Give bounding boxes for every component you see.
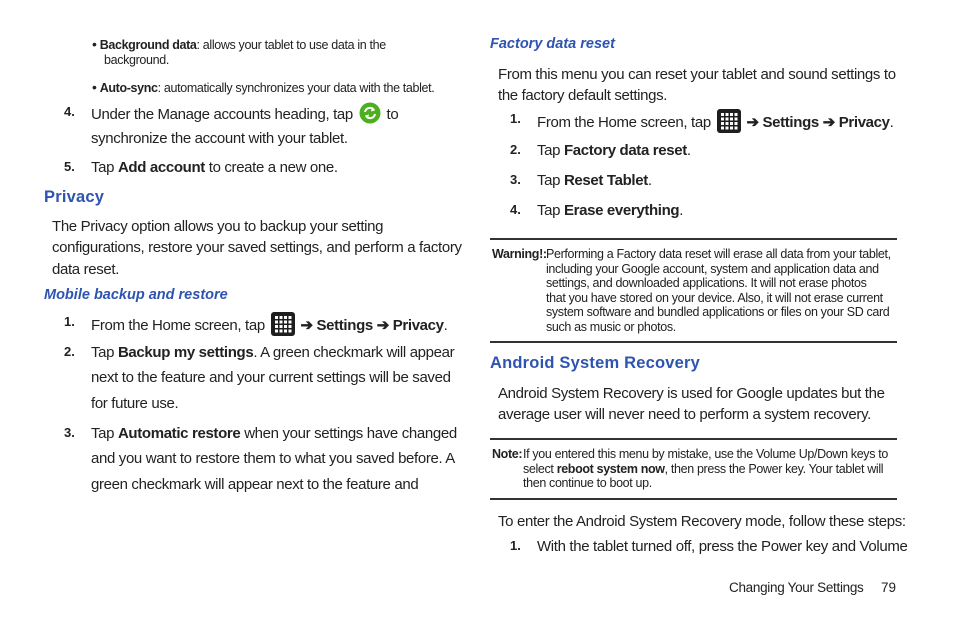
warning-line: settings, and downloaded applications. It will not erase photos <box>546 276 867 290</box>
recovery-para-line: Android System Recovery is used for Google updates but the <box>498 385 885 402</box>
warning-bottom-rule <box>490 341 897 343</box>
arrow-glyph: ➔ <box>742 114 763 131</box>
footer-section-title: Changing Your Settings <box>729 580 864 595</box>
bullet-term: Background data <box>99 38 197 52</box>
step-bold: Automatic restore <box>117 425 241 442</box>
step-text: Tap <box>91 425 118 442</box>
recovery-steps-intro: To enter the Android System Recovery mode, follow these steps: <box>498 513 906 530</box>
privacy-heading: Privacy <box>44 188 105 206</box>
step-open-privacy <box>537 109 937 133</box>
note-text-part: , then press the Power key. Your tablet will <box>664 461 884 476</box>
note-top-rule <box>490 438 897 440</box>
step-number: 5. <box>64 159 75 174</box>
step-bold: Privacy <box>392 317 444 334</box>
note-label: Note: <box>492 447 523 461</box>
page-number: 79 <box>881 580 897 595</box>
note-text-part: select <box>523 461 557 476</box>
step-number: 2. <box>510 142 521 157</box>
step-text: to <box>382 106 399 123</box>
step-backup-settings <box>91 342 454 363</box>
bullet-text: background. <box>104 52 169 67</box>
privacy-para-line: configurations, restore your saved settings, and perform a factory <box>52 239 462 256</box>
step-text: Tap <box>91 344 118 361</box>
privacy-para-line: data reset. <box>52 261 120 278</box>
step-bold: Factory data reset <box>563 142 687 159</box>
step-number: 1. <box>510 111 521 126</box>
recovery-heading: Android System Recovery <box>490 354 701 372</box>
step-automatic-restore <box>91 423 457 444</box>
factory-para-line: the factory default settings. <box>498 87 668 104</box>
step-bold: Settings <box>316 317 373 334</box>
step-text: next to the feature and your current settings will be saved <box>91 369 451 386</box>
step-text: With the tablet turned off, press the Power key and Volume <box>537 538 908 555</box>
warning-line: such as music or photos. <box>546 319 676 334</box>
step-text: to create a new one. <box>204 159 338 176</box>
warning-line: that you have stored on your device. Also, it will not erase current <box>546 290 883 305</box>
step-manage-accounts <box>91 102 461 125</box>
mobile-backup-heading: Mobile backup and restore <box>44 287 228 303</box>
recovery-para-line: average user will never need to perform a system recovery. <box>498 406 871 423</box>
arrow-glyph: ➔ <box>296 317 317 334</box>
step-open-privacy <box>91 312 471 336</box>
step-factory-data-reset <box>537 140 691 161</box>
step-text: . <box>443 317 448 334</box>
step-text: Under the Manage accounts heading, tap <box>91 106 357 123</box>
bullet-text: : automatically synchronizes your data with the tablet. <box>157 81 435 95</box>
step-text: From the Home screen, tap <box>91 317 269 334</box>
step-text: . <box>889 114 894 131</box>
bullet-term: Auto-sync <box>99 81 158 95</box>
bullet-background-data: • Background data: allows your tablet to use data in the background. <box>92 36 386 67</box>
step-number: 2. <box>64 344 75 359</box>
sync-icon <box>359 102 381 124</box>
step-text: . <box>686 142 691 159</box>
note-line <box>523 462 903 477</box>
note-line: If you entered this menu by mistake, use the Volume Up/Down keys to <box>523 447 888 461</box>
warning-line: Performing a Factory data reset will erase all data from your tablet, <box>546 247 891 261</box>
step-text: for future use. <box>91 395 179 412</box>
step-text: . A green checkmark will appear <box>253 344 455 361</box>
step-text: synchronize the account with your tablet. <box>91 130 348 147</box>
apps-grid-icon <box>271 312 295 336</box>
warning-line: including your Google account, system and application data and <box>546 261 879 276</box>
step-text: Tap <box>537 172 564 189</box>
step-text: Tap <box>537 142 564 159</box>
factory-para-line: From this menu you can reset your tablet and sound settings to <box>498 66 896 83</box>
step-text: . <box>647 172 652 189</box>
step-bold: Reset Tablet <box>563 172 648 189</box>
step-number: 4. <box>510 202 521 217</box>
warning-top-rule <box>490 238 897 240</box>
step-bold: Privacy <box>838 114 890 131</box>
step-text: Tap <box>91 159 118 176</box>
step-number: 3. <box>64 425 75 440</box>
factory-reset-heading: Factory data reset <box>490 36 615 52</box>
step-text: . <box>679 202 684 219</box>
warning-text <box>546 247 901 334</box>
step-bold: Erase everything <box>563 202 680 219</box>
step-bold: Backup my settings <box>117 344 254 361</box>
step-text: green checkmark will appear next to the feature and <box>91 476 419 493</box>
step-reset-tablet <box>537 170 652 191</box>
apps-grid-icon <box>717 109 741 133</box>
note-line: then continue to boot up. <box>523 476 652 490</box>
note-bottom-rule <box>490 498 897 500</box>
warning-label: Warning!: <box>492 247 547 261</box>
bullet-text: : allows your tablet to use data in the <box>196 38 386 52</box>
step-number: 1. <box>510 538 521 553</box>
step-number: 3. <box>510 172 521 187</box>
arrow-glyph: ➔ <box>818 114 839 131</box>
step-bold: Add account <box>117 159 205 176</box>
note-text <box>523 447 903 491</box>
step-add-account <box>91 157 338 178</box>
step-number: 1. <box>64 314 75 329</box>
step-text: From the Home screen, tap <box>537 114 715 131</box>
step-text: when your settings have changed <box>240 425 457 442</box>
privacy-para-line: The Privacy option allows you to backup your setting <box>52 218 384 235</box>
step-text: Tap <box>537 202 564 219</box>
bullet-auto-sync: • Auto-sync: automatically synchronizes your data with the tablet. <box>92 79 435 95</box>
step-text: and you want to restore them to what you saved before. A <box>91 450 455 467</box>
step-number: 4. <box>64 104 75 119</box>
arrow-glyph: ➔ <box>372 317 393 334</box>
step-bold: Settings <box>762 114 819 131</box>
note-bold: reboot system now <box>556 461 665 476</box>
step-erase-everything <box>537 200 683 221</box>
warning-line: system software and bundled applications or files on your SD card <box>546 305 890 319</box>
